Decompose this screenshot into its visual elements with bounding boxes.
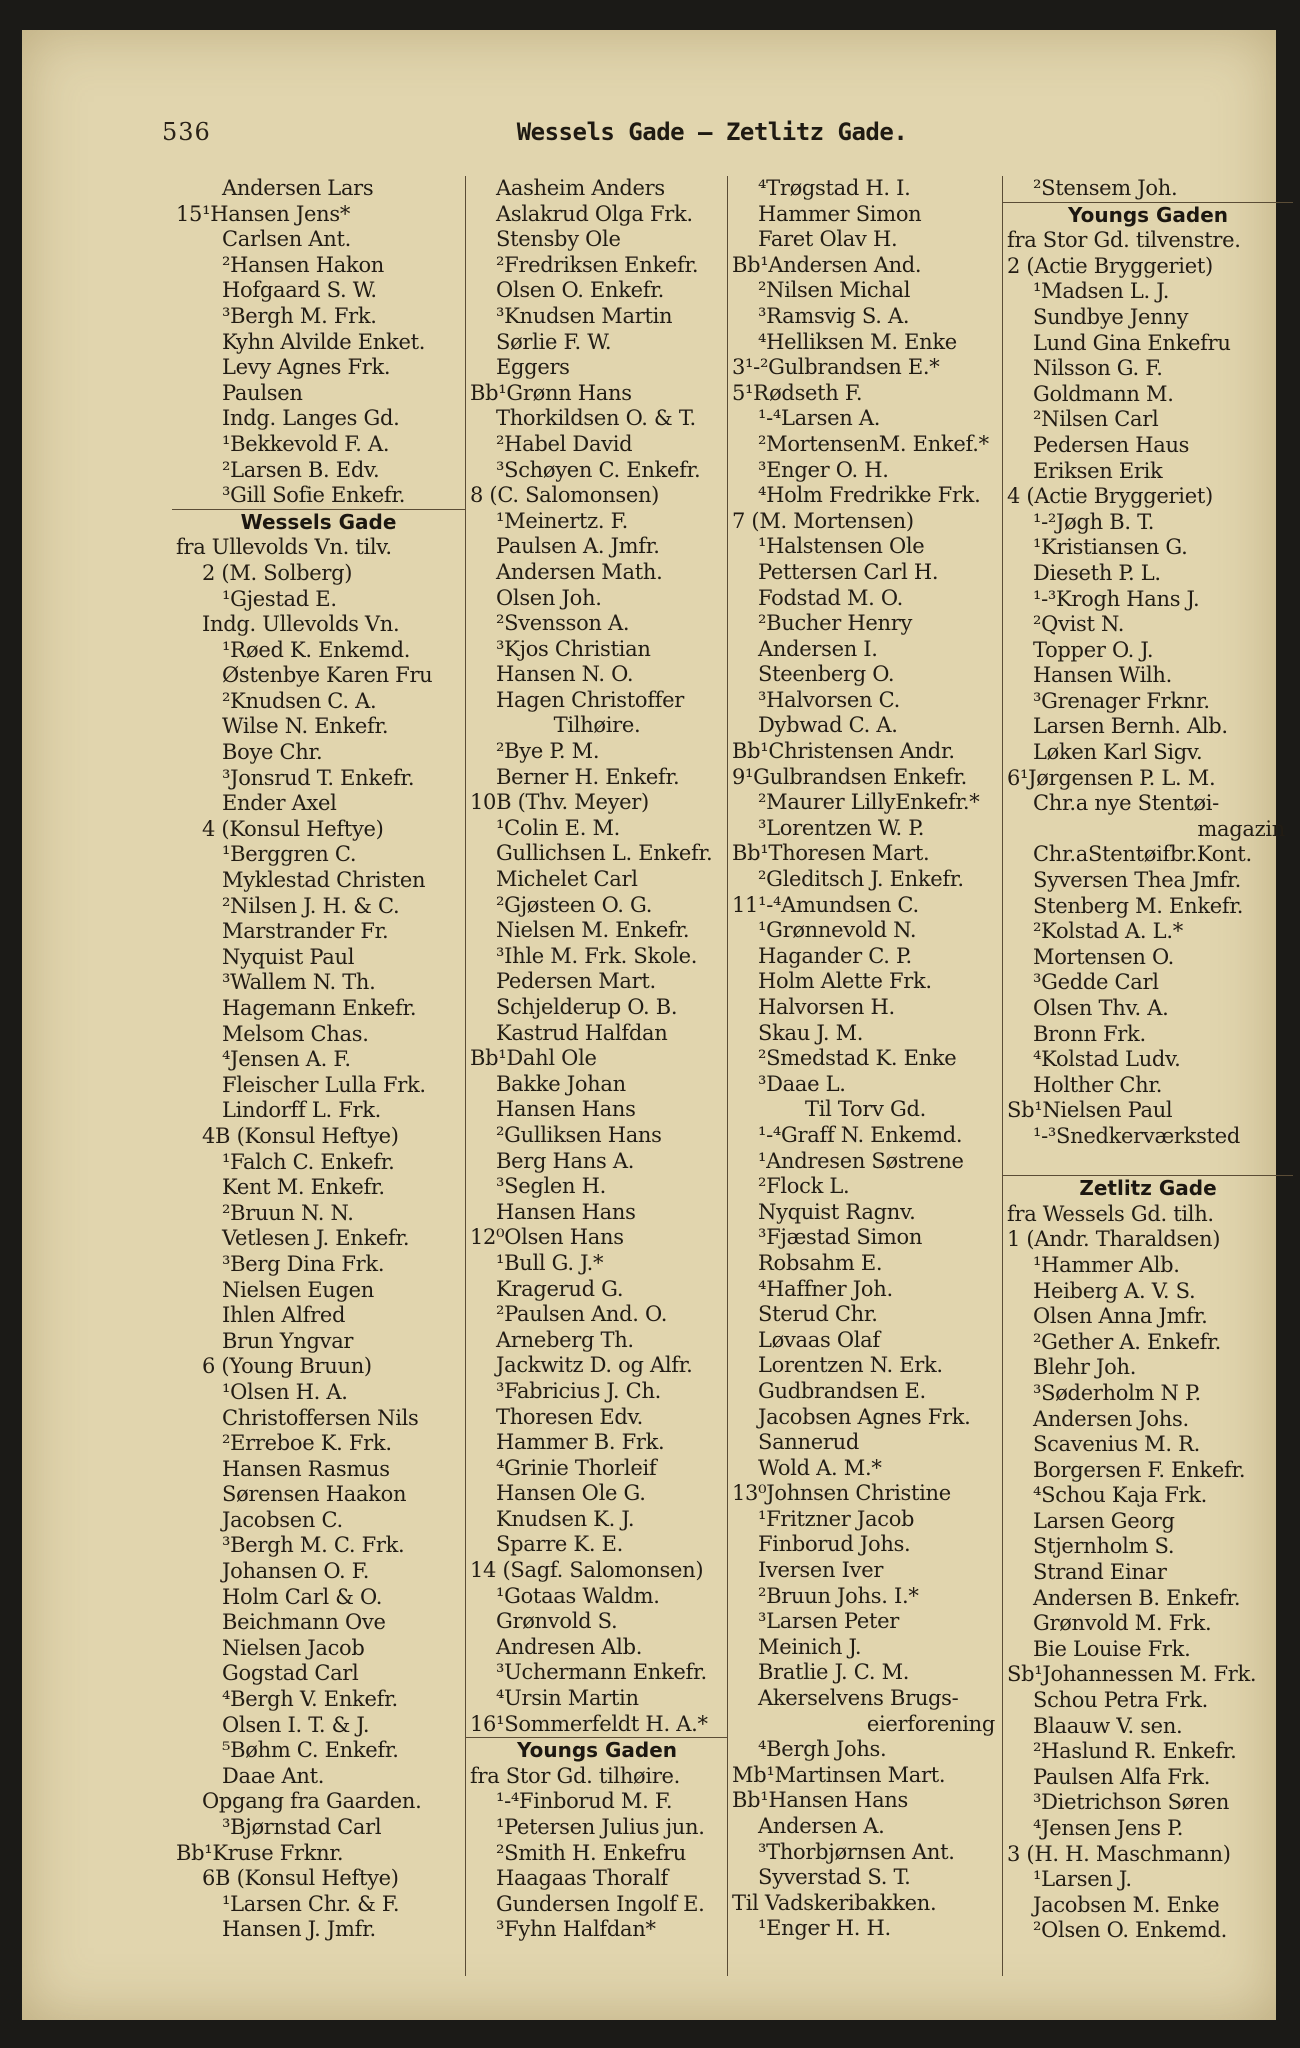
column-2 [465, 176, 728, 1976]
directory-entry: ¹Falch C. Enkefr. [222, 1149, 395, 1174]
directory-entry: ²Gjøsteen O. G. [496, 892, 653, 917]
directory-entry: Hansen N. O. [496, 662, 634, 687]
directory-entry: ²Hansen Hakon [222, 252, 385, 277]
directory-entry: Hagander C. P. [758, 943, 912, 968]
directory-entry: ¹Larsen J. [1033, 1867, 1132, 1892]
directory-entry: ³Grenager Frknr. [1033, 688, 1210, 713]
directory-entry: Hofgaard S. W. [222, 278, 377, 303]
directory-entry: Thoresen Edv. [496, 1404, 643, 1429]
directory-entry: ²Gleditsch J. Enkefr. [758, 867, 964, 892]
directory-entry: ¹Enger H. H. [758, 1916, 891, 1941]
directory-entry: ²Svensson A. [496, 611, 630, 636]
directory-entry: ³Wallem N. Th. [222, 970, 376, 995]
page-number: 536 [162, 118, 211, 146]
directory-entry: Meinich J. [758, 1634, 862, 1659]
directory-entry: Andersen B. Enkefr. [1033, 1585, 1241, 1610]
directory-entry: Dybwad C. A. [758, 713, 898, 738]
directory-entry: ⁴Jensen Jens P. [1033, 1816, 1184, 1840]
directory-entry: Andersen I. [758, 636, 878, 661]
directory-entry: Østenbye Karen Fru [222, 663, 433, 688]
directory-entry: Stjernholm S. [1033, 1534, 1175, 1559]
directory-entry: Aasheim Anders [496, 176, 665, 200]
directory-entry: Jackwitz D. og Alfr. [496, 1353, 693, 1378]
directory-entry: Gudbrandsen E. [758, 1378, 926, 1403]
directory-entry: ²Olsen O. Enkemd. [1033, 1918, 1228, 1943]
directory-entry: Tilhøire. [553, 713, 641, 738]
directory-entry: 4 (Actie Bryggeriet) [1007, 484, 1213, 509]
directory-entry: Hammer B. Frk. [496, 1430, 665, 1455]
directory-entry: ²Smedstad K. Enke [758, 1046, 957, 1071]
directory-entry: Sannerud [758, 1430, 859, 1455]
directory-entry: Olsen I. T. & J. [222, 1712, 370, 1737]
directory-entry: Chr.a nye Stentøi- [1033, 791, 1219, 816]
directory-entry: Robsahm E. [758, 1250, 883, 1275]
directory-entry: Chr.aStentøifbr.Kont. [1033, 842, 1252, 867]
directory-entry: Kent M. Enkefr. [222, 1175, 385, 1200]
directory-entry: 8 (C. Salomonsen) [470, 483, 660, 508]
directory-entry: Bb¹Kruse Frknr. [176, 1840, 344, 1865]
directory-entry: Berner H. Enkefr. [496, 764, 680, 789]
directory-entry: Paulsen Alfa Frk. [1033, 1764, 1211, 1789]
directory-entry: ³Ihle M. Frk. Skole. [496, 943, 698, 968]
street-heading: Zetlitz Gade [1003, 1175, 1293, 1202]
directory-entry: Olsen Anna Jmfr. [1033, 1304, 1208, 1329]
directory-entry: Blaauw V. sen. [1033, 1713, 1183, 1738]
directory-entry: ²Larsen B. Edv. [222, 457, 380, 482]
directory-entry: ³Bergh M. C. Frk. [222, 1533, 405, 1558]
directory-entry: ³Ramsvig S. A. [758, 303, 910, 328]
directory-entry: ¹Larsen Chr. & F. [222, 1891, 400, 1916]
directory-entry: ³Knudsen Martin [496, 303, 673, 328]
directory-entry: Løken Karl Sigv. [1033, 740, 1203, 765]
directory-entry: Lorentzen N. Erk. [758, 1353, 943, 1378]
directory-entry: ²Bye P. M. [496, 739, 600, 764]
directory-entry: Carlsen Ant. [222, 227, 351, 252]
directory-entry: Bb¹Thoresen Mart. [732, 841, 930, 866]
directory-entry: 12⁰Olsen Hans [470, 1225, 624, 1250]
directory-entry: Dieseth P. L. [1033, 560, 1161, 585]
directory-entry: Berg Hans A. [496, 1148, 635, 1173]
directory-entry: 10B (Thv. Meyer) [470, 790, 649, 815]
directory-entry: ¹-³Krogh Hans J. [1033, 586, 1200, 611]
directory-entry: ¹Bull G. J.* [496, 1250, 604, 1275]
directory-entry: Hammer Simon [758, 201, 922, 226]
street-heading: Youngs Gaden [466, 1737, 728, 1764]
directory-entry: ¹Bekkevold F. A. [222, 431, 390, 456]
directory-entry: Marstrander Fr. [222, 919, 389, 944]
directory-entry: Pettersen Carl H. [758, 559, 939, 584]
directory-entry: Eriksen Erik [1033, 458, 1163, 483]
directory-entry: Nyquist Ragnv. [758, 1199, 916, 1224]
directory-entry: Iversen Iver [758, 1558, 884, 1583]
directory-entry: fra Wessels Gd. tilh. [1007, 1201, 1214, 1226]
directory-entry: Syverstad S. T. [758, 1865, 911, 1890]
directory-entry: 1 (Andr. Tharaldsen) [1007, 1227, 1221, 1252]
directory-entry: ¹Hammer Alb. [1033, 1252, 1180, 1277]
directory-entry: Nyquist Paul [222, 944, 355, 969]
directory-entry: Knudsen K. J. [496, 1506, 635, 1531]
directory-entry: ²Habel David [496, 431, 633, 456]
directory-entry: Gundersen Ingolf E. [496, 1891, 705, 1916]
page-header [162, 118, 1262, 158]
directory-page [22, 30, 1285, 2020]
directory-entry: Christoffersen Nils [222, 1405, 419, 1430]
directory-entry: Til Vadskeribakken. [732, 1890, 937, 1915]
directory-columns [172, 176, 1285, 1976]
directory-entry: Strand Einar [1033, 1560, 1167, 1585]
directory-entry: Opgang fra Gaarden. [202, 1789, 422, 1814]
directory-entry: ⁴Kolstad Ludv. [1033, 1047, 1181, 1072]
directory-entry: Andresen Alb. [496, 1634, 643, 1659]
directory-entry: ¹-⁴Graff N. Enkemd. [758, 1122, 963, 1147]
directory-entry: Hansen Ole G. [496, 1481, 646, 1506]
directory-entry: Holm Carl & O. [222, 1584, 383, 1609]
directory-entry: ³Enger O. H. [758, 457, 889, 482]
directory-entry: ²Nilsen Carl [1033, 407, 1159, 432]
directory-entry: 4B (Konsul Heftye) [202, 1123, 399, 1148]
directory-entry: ⁴Bergh Johs. [758, 1737, 887, 1762]
directory-entry: Hagen Christoffer [496, 687, 685, 712]
directory-entry: Daae Ant. [222, 1763, 325, 1788]
directory-entry: Schjelderup O. B. [496, 995, 678, 1019]
directory-entry: Syversen Thea Jmfr. [1033, 868, 1241, 893]
directory-entry: ²Maurer LillyEnkefr.* [758, 790, 980, 815]
directory-entry: Goldmann M. [1033, 381, 1174, 406]
directory-entry: Jacobsen Agnes Frk. [758, 1404, 971, 1429]
directory-entry: fra Ullevolds Vn. tilv. [176, 535, 392, 560]
directory-entry: ¹-³Snedkerværksted [1033, 1123, 1240, 1148]
column-3 [727, 176, 1003, 1976]
directory-entry: Bie Louise Frk. [1033, 1636, 1191, 1661]
directory-entry: Kastrud Halfdan [496, 1020, 668, 1045]
directory-entry: ²Knudsen C. A. [222, 688, 377, 713]
directory-entry: Til Torv Gd. [804, 1097, 926, 1122]
directory-entry: 5¹Rødseth F. [732, 380, 863, 405]
directory-entry: Stensby Ole [496, 227, 621, 252]
directory-entry: Bb¹Christensen Andr. [732, 739, 955, 764]
directory-entry: Jacobsen C. [222, 1507, 343, 1532]
directory-entry: Hansen Hans [496, 1199, 636, 1224]
directory-entry: Wold A. M.* [758, 1455, 882, 1480]
directory-entry: Bb¹Dahl Ole [470, 1046, 597, 1071]
directory-entry: ¹Grønnevold N. [758, 918, 917, 943]
directory-entry: Mortensen O. [1033, 944, 1175, 969]
directory-entry: Scavenius M. R. [1033, 1432, 1201, 1457]
directory-entry: Aslakrud Olga Frk. [496, 201, 693, 226]
directory-entry: Bb¹Hansen Hans [732, 1788, 908, 1813]
directory-entry: Schou Petra Frk. [1033, 1688, 1209, 1713]
directory-entry: Sb¹Johannessen M. Frk. [1007, 1662, 1257, 1687]
directory-entry: ¹Petersen Julius jun. [496, 1815, 705, 1839]
directory-entry: ²Gether A. Enkefr. [1033, 1329, 1222, 1354]
directory-entry: ³Uchermann Enkefr. [496, 1660, 707, 1685]
directory-entry: Bratlie J. C. M. [758, 1660, 910, 1685]
directory-entry: Larsen Bernh. Alb. [1033, 714, 1228, 739]
directory-entry: ⁴Grinie Thorleif [496, 1455, 657, 1480]
directory-entry: Andersen Lars [222, 176, 374, 200]
directory-entry: Blehr Joh. [1033, 1355, 1137, 1380]
street-heading: Youngs Gaden [1003, 202, 1293, 229]
directory-entry: ¹Fritzner Jacob [758, 1506, 915, 1531]
directory-entry: ²Bruun Johs. I.* [758, 1583, 919, 1608]
directory-entry: magazin [1197, 816, 1285, 841]
directory-entry: 6¹Jørgensen P. L. M. [1007, 765, 1216, 790]
directory-entry: Holther Chr. [1033, 1072, 1163, 1097]
directory-entry: Olsen Thv. A. [1033, 996, 1169, 1020]
directory-entry: Brun Yngvar [222, 1328, 354, 1353]
directory-entry: Skau J. M. [758, 1020, 864, 1045]
directory-entry: Johansen O. F. [222, 1559, 370, 1584]
directory-entry: Fleischer Lulla Frk. [222, 1072, 426, 1097]
directory-entry: Pedersen Haus [1033, 432, 1190, 457]
directory-entry: 2 (M. Solberg) [202, 560, 353, 585]
directory-entry: Gogstad Carl [222, 1661, 359, 1686]
directory-entry: ⁴Helliksen M. Enke [758, 329, 957, 354]
directory-entry: Levy Agnes Frk. [222, 355, 391, 380]
directory-entry: 6 (Young Bruun) [202, 1354, 372, 1379]
directory-entry: ³Bergh M. Frk. [222, 303, 377, 328]
directory-entry: Borgersen F. Enkefr. [1033, 1457, 1246, 1482]
directory-entry: ³Fyhn Halfdan* [496, 1917, 656, 1942]
directory-entry: ¹Berggren C. [222, 842, 357, 867]
directory-entry: Wilse N. Enkefr. [222, 714, 389, 739]
directory-entry: ¹-²Jøgh B. T. [1033, 509, 1155, 534]
directory-entry: 13⁰Johnsen Christine [732, 1481, 951, 1506]
directory-entry: ¹Kristiansen G. [1033, 535, 1188, 560]
directory-entry: Jacobsen M. Enke [1033, 1892, 1220, 1917]
directory-entry: Finborud Johs. [758, 1532, 911, 1557]
directory-entry: Hansen Rasmus [222, 1456, 390, 1481]
directory-entry: Vetlesen J. Enkefr. [222, 1226, 410, 1251]
directory-entry: Melsom Chas. [222, 1021, 369, 1046]
directory-entry: ¹Halstensen Ole [758, 534, 925, 559]
directory-entry: Nielsen Eugen [222, 1277, 374, 1302]
directory-entry: ¹Gotaas Waldm. [496, 1583, 660, 1608]
directory-entry: Bb¹Grønn Hans [470, 380, 632, 405]
directory-entry: Steenberg O. [758, 662, 895, 687]
directory-entry: Fodstad M. O. [758, 585, 903, 610]
directory-entry: Eggers [496, 355, 570, 380]
directory-entry: 15¹Hansen Jens* [176, 201, 351, 226]
directory-entry: Lindorff L. Frk. [222, 1098, 382, 1123]
directory-entry: ¹-⁴Finborud M. F. [496, 1789, 673, 1814]
directory-entry: ³Lorentzen W. P. [758, 815, 925, 840]
directory-entry: ¹Olsen H. A. [222, 1379, 348, 1404]
directory-entry: ²Kolstad A. L.* [1033, 919, 1183, 944]
directory-entry: Faret Olav H. [758, 227, 898, 252]
directory-entry: ²Flock L. [758, 1174, 850, 1199]
directory-entry: ⁴Jensen A. F. [222, 1047, 351, 1072]
directory-entry: Myklestad Christen [222, 868, 426, 893]
directory-entry: ²Erreboe K. Frk. [222, 1431, 392, 1456]
directory-entry: Thorkildsen O. & T. [496, 406, 696, 431]
directory-entry: ³Fabricius J. Ch. [496, 1378, 662, 1403]
directory-entry: Løvaas Olaf [758, 1327, 880, 1352]
directory-entry: Kragerud G. [496, 1276, 624, 1301]
directory-entry: Indg. Ullevolds Vn. [202, 612, 400, 637]
directory-entry: 3¹-²Gulbrandsen E.* [732, 355, 940, 380]
directory-entry: Holm Alette Frk. [758, 969, 932, 994]
directory-entry: 11¹-⁴Amundsen C. [732, 892, 919, 917]
directory-entry: 7 (M. Mortensen) [732, 508, 914, 533]
directory-entry: 2 (Actie Bryggeriet) [1007, 253, 1213, 278]
directory-entry: ⁴Holm Fredrikke Frk. [758, 483, 981, 508]
directory-entry: ²Nilsen Michal [758, 278, 911, 303]
directory-entry: ³Dietrichson Søren [1033, 1790, 1230, 1815]
directory-entry: ³Gill Sofie Enkefr. [222, 483, 406, 508]
directory-entry: Bronn Frk. [1033, 1021, 1146, 1046]
directory-entry: Andersen A. [758, 1814, 885, 1838]
directory-entry: ¹Meinertz. F. [496, 508, 628, 533]
directory-entry: Michelet Carl [496, 867, 638, 892]
directory-entry: Bakke Johan [496, 1071, 626, 1096]
directory-entry: ¹Andresen Søstrene [758, 1148, 964, 1173]
directory-entry: Andersen Johs. [1033, 1406, 1189, 1431]
directory-entry: Mb¹Martinsen Mart. [732, 1762, 946, 1787]
directory-entry: ¹-⁴Larsen A. [758, 406, 881, 431]
directory-entry: Pedersen Mart. [496, 969, 656, 994]
directory-entry: Gullichsen L. Enkefr. [496, 841, 713, 866]
directory-entry: ¹Gjestad E. [222, 586, 337, 611]
directory-entry: ⁴Bergh V. Enkefr. [222, 1687, 398, 1712]
directory-entry: ³Fjæstad Simon [758, 1225, 923, 1250]
directory-entry: ³Thorbjørnsen Ant. [758, 1839, 955, 1864]
directory-entry: Grønvold M. Frk. [1033, 1611, 1212, 1636]
directory-entry: ³Jonsrud T. Enkefr. [222, 765, 415, 790]
directory-entry: Topper O. J. [1033, 637, 1154, 662]
directory-entry: Sørlie F. W. [496, 329, 612, 354]
directory-entry: Nilsson G. F. [1033, 356, 1163, 381]
directory-entry: ³Daae L. [758, 1071, 846, 1096]
directory-entry: ³Bjørnstad Carl [222, 1815, 382, 1839]
directory-entry: ³Gedde Carl [1033, 970, 1159, 995]
directory-entry: Ender Axel [222, 791, 337, 816]
directory-entry: Hagemann Enkefr. [222, 996, 417, 1020]
directory-entry: Nielsen M. Enkefr. [496, 918, 690, 943]
directory-entry: 16¹Sommerfeldt H. A.* [470, 1711, 708, 1736]
directory-entry: Stenberg M. Enkefr. [1033, 893, 1244, 918]
directory-entry: Paulsen A. Jmfr. [496, 534, 660, 559]
directory-entry: Sb¹Nielsen Paul [1007, 1098, 1173, 1123]
directory-entry: ⁴Haffner Joh. [758, 1276, 893, 1301]
directory-entry: Sundbye Jenny [1033, 304, 1189, 329]
directory-entry: Hansen Hans [496, 1097, 636, 1122]
directory-entry: 3 (H. H. Maschmann) [1007, 1841, 1231, 1866]
directory-entry: Hansen Wilh. [1033, 663, 1173, 688]
directory-entry: ¹Røed K. Enkemd. [222, 637, 411, 662]
directory-entry: ²Bucher Henry [758, 611, 913, 636]
directory-entry: Paulsen [222, 380, 303, 405]
directory-entry: Indg. Langes Gd. [222, 406, 400, 431]
directory-entry: Ihlen Alfred [222, 1303, 346, 1328]
directory-entry: Kyhn Alvilde Enket. [222, 329, 426, 354]
directory-entry: ²Paulsen And. O. [496, 1302, 668, 1327]
directory-entry: fra Stor Gd. tilhøire. [470, 1763, 681, 1788]
directory-entry: ²Stensem Joh. [1033, 176, 1178, 200]
directory-entry: ⁴Trøgstad H. I. [758, 176, 911, 200]
directory-entry: Sparre K. E. [496, 1532, 623, 1557]
directory-entry: Sterud Chr. [758, 1302, 878, 1327]
running-title: Wessels Gade — Zetlitz Gade. [516, 118, 908, 146]
directory-entry: ²Bruun N. N. [222, 1200, 354, 1225]
directory-entry: ³Larsen Peter [758, 1609, 899, 1634]
column-4 [1002, 176, 1293, 1976]
directory-entry: ³Berg Dina Frk. [222, 1251, 385, 1276]
directory-entry: Heiberg A. V. S. [1033, 1278, 1196, 1303]
directory-entry: 6B (Konsul Heftye) [202, 1866, 399, 1891]
directory-entry: ²Gulliksen Hans [496, 1122, 662, 1147]
directory-entry: ³Schøyen C. Enkefr. [496, 457, 701, 482]
directory-entry: eierforening [866, 1711, 995, 1736]
directory-entry: ³Kjos Christian [496, 636, 651, 661]
column-1 [172, 176, 465, 1976]
directory-entry: Olsen Joh. [496, 585, 602, 610]
directory-entry: ²Haslund R. Enkefr. [1033, 1739, 1237, 1764]
directory-entry: ²Qvist N. [1033, 612, 1125, 637]
directory-entry: Hansen J. Jmfr. [222, 1917, 376, 1942]
directory-entry: ⁴Schou Kaja Frk. [1033, 1483, 1208, 1508]
directory-entry: Sørensen Haakon [222, 1482, 407, 1507]
directory-entry: Lund Gina Enkefru [1033, 330, 1231, 355]
directory-entry: ³Seglen H. [496, 1174, 607, 1199]
directory-entry: Halvorsen H. [758, 995, 895, 1019]
directory-entry: Grønvold S. [496, 1609, 618, 1634]
directory-entry: ³Halvorsen C. [758, 687, 901, 712]
directory-entry: ³Søderholm N P. [1033, 1380, 1201, 1405]
directory-entry: ²MortensenM. Enkef.* [758, 431, 989, 456]
directory-entry: ²Fredriksen Enkefr. [496, 252, 699, 277]
directory-entry: ⁴Ursin Martin [496, 1686, 639, 1711]
directory-entry: Akerselvens Brugs- [758, 1686, 959, 1711]
directory-entry: ¹Madsen L. J. [1033, 279, 1170, 304]
directory-entry: ¹Colin E. M. [496, 815, 621, 840]
directory-entry: Haagaas Thoralf [496, 1866, 669, 1891]
directory-entry: Larsen Georg [1033, 1508, 1175, 1533]
spacer [1003, 1150, 1293, 1176]
directory-entry: 14 (Sagf. Salomonsen) [470, 1558, 704, 1583]
directory-entry: ²Nilsen J. H. & C. [222, 893, 400, 918]
directory-entry: 4 (Konsul Heftye) [202, 816, 384, 841]
directory-entry: 9¹Gulbrandsen Enkefr. [732, 764, 968, 789]
directory-entry: Andersen Math. [496, 559, 663, 584]
directory-entry: Bb¹Andersen And. [732, 252, 922, 277]
street-heading: Wessels Gade [172, 509, 465, 536]
directory-entry: ²Smith H. Enkefru [496, 1840, 686, 1865]
directory-entry: Arneberg Th. [496, 1327, 634, 1352]
directory-entry: Nielsen Jacob [222, 1635, 365, 1660]
directory-entry: Beichmann Ove [222, 1610, 386, 1635]
directory-entry: ⁵Bøhm C. Enkefr. [222, 1738, 399, 1763]
directory-entry: Olsen O. Enkefr. [496, 278, 665, 303]
directory-entry: Boye Chr. [222, 740, 323, 765]
directory-entry: fra Stor Gd. tilvenstre. [1007, 228, 1241, 253]
